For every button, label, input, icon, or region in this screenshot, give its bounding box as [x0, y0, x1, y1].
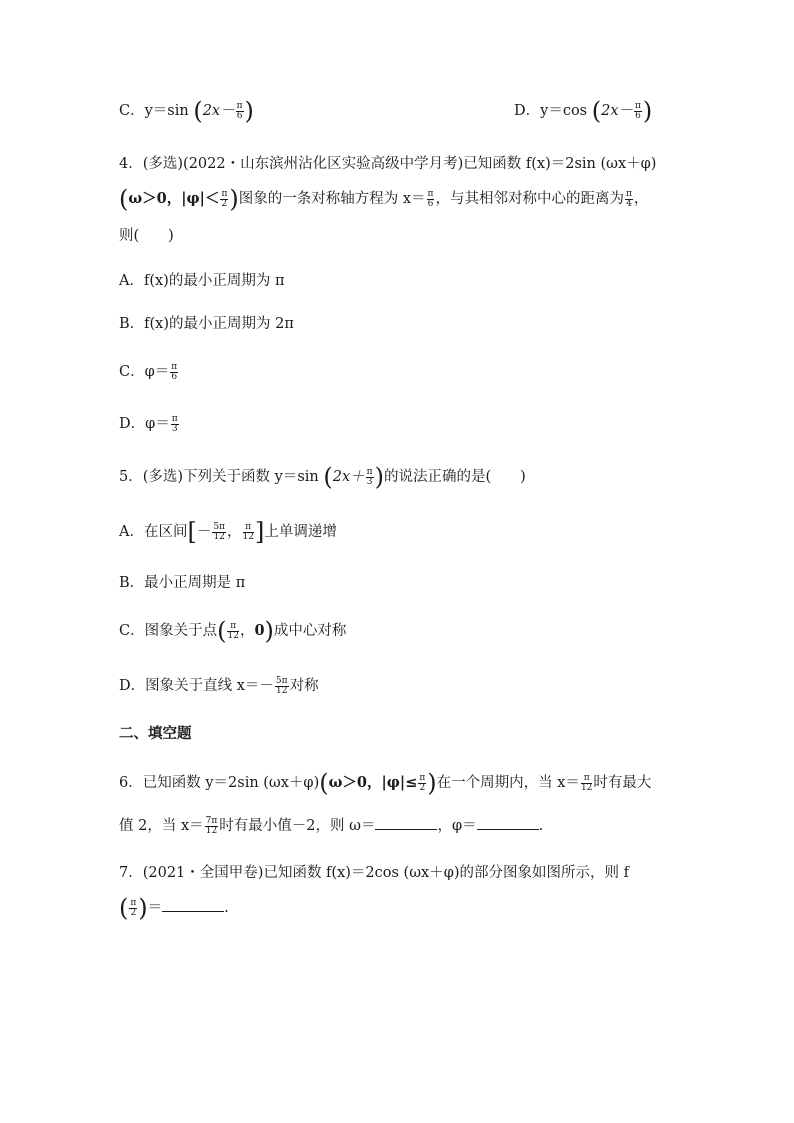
q4-stem-line3: 则( ) — [119, 228, 174, 244]
q4-stem-line2: (ω＞0，|φ|＜ $\frac{\pi}{2}$ )图象的一条对称轴方程为 x＝ $\frac{\pi}{6}$ ，与其相邻对称中心的距离为 $\frac{\pi}{4}$ ， — [119, 185, 649, 213]
q7-stem-line2: ( $\frac{\pi}{2}$ )＝ . — [119, 894, 229, 922]
q6-omega-blank[interactable] — [375, 815, 437, 830]
q6-phi-blank[interactable] — [477, 815, 539, 830]
q4-option-d: D．φ＝ $\frac{\pi}{3}$ — [119, 413, 178, 434]
q5-option-c: C．图象关于点( $\frac{\pi}{12}$ ，0)成中心对称 — [119, 617, 347, 645]
q5-option-b: B．最小正周期是 π — [119, 575, 246, 591]
section-heading: 二、填空题 — [119, 726, 192, 742]
q5-option-d: D．图象关于直线 x＝－ $\frac{5\pi}{12}$ 对称 — [119, 675, 319, 696]
q5-stem: 5．(多选)下列关于函数 y＝sin (2x＋ $\frac{\pi}{3}$ )的说法正确的是( ) — [119, 463, 526, 491]
q4-option-c: C．φ＝ $\frac{\pi}{6}$ — [119, 361, 178, 382]
q5-option-a: A．在区间[－ $\frac{5\pi}{12}$ ， $\frac{\pi}{12}$ ]上单调递增 — [119, 518, 337, 546]
q7-answer-blank[interactable] — [162, 897, 224, 912]
q7-stem-line1: 7．(2021・全国甲卷)已知函数 f(x)＝2cos (ωx＋φ)的部分图象如图所示，则 f — [119, 865, 629, 881]
q3-option-c: C．y＝sin (2x－ $\frac{\pi}{6}$ ) — [119, 97, 254, 125]
q4-stem-line1: 4．(多选)(2022・山东滨州沾化区实验高级中学月考)已知函数 f(x)＝2sin (ωx＋φ) — [119, 156, 657, 172]
q6-stem-line2: 值 2，当 x＝ $\frac{7\pi}{12}$ 时有最小值－2，则 ω＝ ，φ＝ . — [119, 815, 544, 836]
q3-options-row — [119, 97, 694, 125]
q4-option-b: B．f(x)的最小正周期为 2π — [119, 316, 294, 332]
q4-option-a: A．f(x)的最小正周期为 π — [119, 273, 285, 289]
q6-stem-line1: 6．已知函数 y＝2sin (ωx＋φ)(ω＞0，|φ|≤ $\frac{\pi}{2}$ )在一个周期内，当 x＝ $\frac{\pi}{12}$ 时有最大 — [119, 769, 652, 797]
q3-option-d: D．y＝cos (2x－ $\frac{\pi}{6}$ ) — [514, 97, 653, 125]
